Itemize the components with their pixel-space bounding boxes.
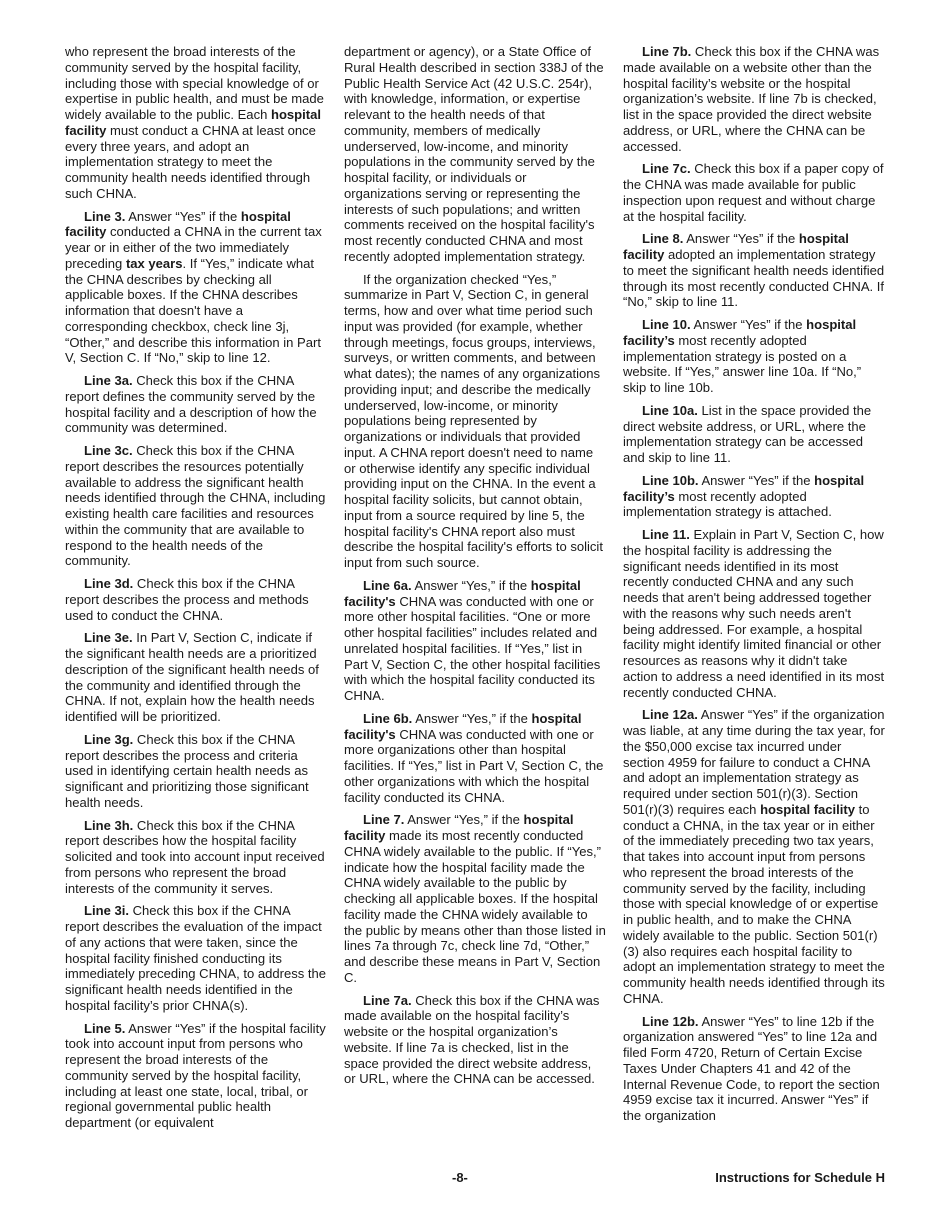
paragraph — [623, 44, 885, 154]
bold-term: Line 3e. — [84, 630, 133, 646]
text-run: must conduct a CHNA at least once every three years, and adopt an implementation strategy to meet the community health needs identified through such CHNA. — [65, 122, 316, 201]
text-run: Explain in Part V, Section C, how the hospital facility is addressing the significant needs identified in its most recently conducted CHNA and any such needs that aren't being addressed together with the reasons why such needs aren't being addressed. For example, a hospital facility might identify limited financial or other resources as reasons why it didn't take action to address a need identified in its most recently conducted CHNA. — [623, 527, 885, 700]
paragraph — [623, 317, 885, 396]
paragraph — [65, 44, 327, 202]
paragraph — [65, 209, 327, 367]
text-run: Answer “Yes” if the organization was liable, at any time during the tax year, for the $50,000 excise tax incurred under section 4959 for failure to conduct a CHNA and adopt an implementation strategy as required under section 501(r)(3). Section 501(r)(3) requires each — [623, 707, 885, 817]
bold-term: hospital facility's — [344, 710, 582, 742]
text-run: Answer “Yes” to line 12b if the organization answered “Yes” to line 12a and filed Form 4720, Return of Certain Excise Taxes Under Chapters 41 and 42 of the Internal Revenue Code, to report the section 4959 excise tax it incurred. Answer “Yes” if the organization — [623, 1013, 880, 1123]
text-run: List in the space provided the direct website address, or URL, where the implementation strategy can be accessed and skip to line 11. — [623, 402, 872, 465]
paragraph — [623, 231, 885, 310]
bold-term: hospital facility — [623, 231, 849, 262]
bold-term: hospital facility — [65, 208, 291, 240]
paragraph — [65, 576, 327, 623]
text-run: In Part V, Section C, indicate if the significant health needs are a prioritized description of the significant health needs of the community and identified through the CHNA. If not, explain how the health needs identified will be prioritized. — [65, 630, 319, 724]
text-run: Check this box if a paper copy of the CHNA was made available for public inspection upon request and without charge at the hospital facility. — [623, 161, 884, 224]
bold-term: Line 3. — [84, 208, 126, 224]
text-run: Check this box if the CHNA report describes the process and criteria used in identifying certain health needs as significant and prioritizing those significant health needs. — [65, 731, 309, 810]
paragraph — [623, 161, 885, 224]
bold-term: Line 10b. — [642, 472, 699, 488]
paragraph — [65, 903, 327, 1013]
paragraph — [623, 403, 885, 466]
text-run: adopted an implementation strategy to meet the significant health needs identified through its most recently conducted CHNA. If “No,” skip to line 11. — [623, 247, 885, 310]
bold-term: hospital facility’s — [623, 472, 865, 504]
bold-term: Line 6a. — [363, 577, 412, 593]
paragraph — [344, 44, 606, 265]
paragraph — [65, 373, 327, 436]
text-run: Answer “Yes” if the hospital facility took into account input from persons who represent the broad interests of the community served by the hospital facility, including at least one state, local, tribal, or regional governmental public health department (or equivalent — [65, 1020, 326, 1130]
text-run: Answer “Yes,” if the — [411, 577, 531, 593]
text-run: Answer “Yes” if the — [690, 317, 807, 332]
paragraph — [344, 993, 606, 1088]
bold-term: hospital facility — [65, 107, 321, 138]
paragraph — [623, 707, 885, 1006]
bold-term: Line 12a. — [642, 707, 698, 723]
page-number: -8- — [452, 1170, 468, 1185]
paragraph — [344, 711, 606, 806]
paragraph — [65, 630, 327, 725]
bold-term: hospital facility — [760, 801, 856, 817]
text-run: Answer “Yes” if the — [698, 472, 815, 488]
text-column-2 — [344, 44, 606, 1094]
text-run: Check this box if the CHNA report describes the resources potentially available to address the significant health needs identified through the CHNA, including existing health care facilities and resources within the community that are available to respond to the health needs of the community. — [65, 443, 326, 569]
text-run: made its most recently conducted CHNA widely available to the public. If “Yes,” indicate how the hospital facility made the CHNA widely available to the public by checking all applicable boxes. If the hospital facility made the CHNA widely available to the public by means other than those listed in lines 7a through 7c, check line 7d, “Other,” and describe these means in Part V, Section C. — [344, 828, 606, 985]
text-run: Answer “Yes” if the — [683, 231, 799, 247]
text-run: CHNA was conducted with one or more other hospital facilities. “One or more other hospital facilities” includes related and unrelated hospital facilities. If “Yes,” list in Part V, Section C, the other hospital facilities with which the hospital facility conducted its CHNA. — [344, 593, 601, 703]
paragraph — [344, 812, 606, 985]
text-run: Check this box if the CHNA was made available on a website other than the hospital facility’s website or the hospital organization’s website. If line 7b is checked, list in the space provided the direct website address, or URL, where the CHNA can be accessed. — [623, 44, 880, 154]
text-run: to conduct a CHNA, in the tax year or in either of the immediately preceding two tax years, that takes into account input from persons who represent the broad interests of the community served by the facility, including those with special knowledge of or expertise in public health, and to make the CHNA widely available to the public. Section 501(r)(3) also requires each hospital facility to adopt an implementation strategy to meet the community health needs identified through its CHNA. — [623, 801, 885, 1006]
bold-term: Line 3d. — [84, 576, 134, 591]
text-run: Answer “Yes,” if the — [404, 812, 524, 828]
text-run: If the organization checked “Yes,” summarize in Part V, Section C, in general terms, how and over what time period such input was provided (for example, whether through meetings, focus groups, interviews, surveys, or written comments, and between what dates); the names of any organizations providing input; and describe the medically underserved, low-income, or minority populations being represented by organizations or individuals that provided input. A CHNA report doesn't need to name or otherwise identify any specific individual providing input on the CHNA. In the event a hospital facility solicits, but cannot obtain, input from a source required by line 5, the hospital facility's CHNA report also must describe the hospital facility's efforts to solicit input from such source. — [344, 271, 603, 570]
bold-term: Line 7b. — [642, 44, 692, 59]
bold-term: Line 3g. — [84, 731, 134, 747]
bold-term: hospital facility — [344, 812, 574, 843]
paragraph — [65, 443, 327, 569]
paragraph — [65, 732, 327, 811]
bold-term: Line 3h. — [84, 817, 134, 833]
text-run: who represent the broad interests of the community served by the hospital facility, including those with special knowledge of or expertise in public health, and must be made widely available to the public. Each — [65, 44, 324, 122]
footer-title: Instructions for Schedule H — [715, 1170, 885, 1185]
text-run: most recently adopted implementation strategy is attached. — [623, 488, 832, 520]
text-run: Answer “Yes,” if the — [412, 710, 532, 726]
bold-term: Line 8. — [642, 231, 684, 247]
text-column-3 — [623, 44, 885, 1131]
text-column-1 — [65, 44, 327, 1138]
paragraph — [65, 818, 327, 897]
bold-term: Line 10. — [642, 317, 691, 332]
paragraph — [623, 1014, 885, 1124]
text-run: most recently adopted implementation strategy is posted on a website. If “Yes,” answer line 10a. If “No,” skip to line 10b. — [623, 332, 862, 395]
bold-term: hospital facility’s — [623, 317, 857, 348]
text-run: Check this box if the CHNA was made available on the hospital facility’s website or the hospital organization’s website. If line 7a is checked, list in the space provided the direct website address, or URL, where the CHNA can be accessed. — [344, 992, 600, 1087]
bold-term: tax years — [125, 255, 183, 271]
bold-term: Line 7c. — [642, 161, 691, 177]
text-run: . If “Yes,” indicate what the CHNA describes by checking all applicable boxes. If the CHNA describes information that doesn't have a corresponding checkbox, check line 3j, “Other,” and describe this information in Part V, Section C. If “No,” skip to line 12. — [65, 255, 321, 366]
bold-term: Line 6b. — [363, 710, 413, 726]
bold-term: Line 12b. — [642, 1013, 699, 1029]
text-run: Check this box if the CHNA report describes the process and methods used to conduct the CHNA. — [65, 576, 309, 623]
text-run: conducted a CHNA in the current tax year or in either of the two immediately preceding — [65, 224, 322, 271]
bold-term: Line 7. — [363, 812, 405, 828]
paragraph — [65, 1021, 327, 1131]
text-run: Check this box if the CHNA report describes how the hospital facility solicited and took into account input received from persons who represent the broad interests of the community it serves. — [65, 817, 325, 896]
paragraph — [344, 578, 606, 704]
text-run: department or agency), or a State Office of Rural Health described in section 338J of the Public Health Service Act (42 U.S.C. 254r), with knowledge, information, or expertise relevant to the health needs of that community, members of medically underserved, low-income, and minority populations in the community served by the hospital facility, or individuals or organizations serving or representing the interests of such populations; and written comments received on the hospital facility's most recently conducted CHNA and most recently adopted implementation strategy. — [344, 44, 604, 264]
paragraph — [623, 473, 885, 520]
text-run: Check this box if the CHNA report defines the community served by the hospital facility and a description of how the community was determined. — [65, 373, 317, 436]
text-run: CHNA was conducted with one or more organizations other than hospital facilities. If “Yes,” list in Part V, Section C, the other organizations with which the hospital facility conducted its CHNA. — [344, 726, 604, 805]
text-run: Answer “Yes” if the — [125, 208, 241, 224]
bold-term: Line 10a. — [642, 402, 698, 418]
paragraph — [344, 272, 606, 571]
bold-term: Line 3a. — [84, 373, 133, 388]
bold-term: Line 3i. — [84, 903, 129, 919]
bold-term: Line 11. — [642, 527, 690, 542]
bold-term: Line 7a. — [363, 992, 412, 1008]
paragraph — [623, 527, 885, 700]
bold-term: Line 3c. — [84, 443, 133, 458]
bold-term: Line 5. — [84, 1020, 126, 1036]
text-run: Check this box if the CHNA report describes the evaluation of the impact of any actions that were taken, since the hospital facility finished conducting its immediately preceding CHNA, to address the significant health needs identified in the hospital facility’s prior CHNA(s). — [65, 903, 327, 1013]
bold-term: hospital facility's — [344, 577, 581, 609]
